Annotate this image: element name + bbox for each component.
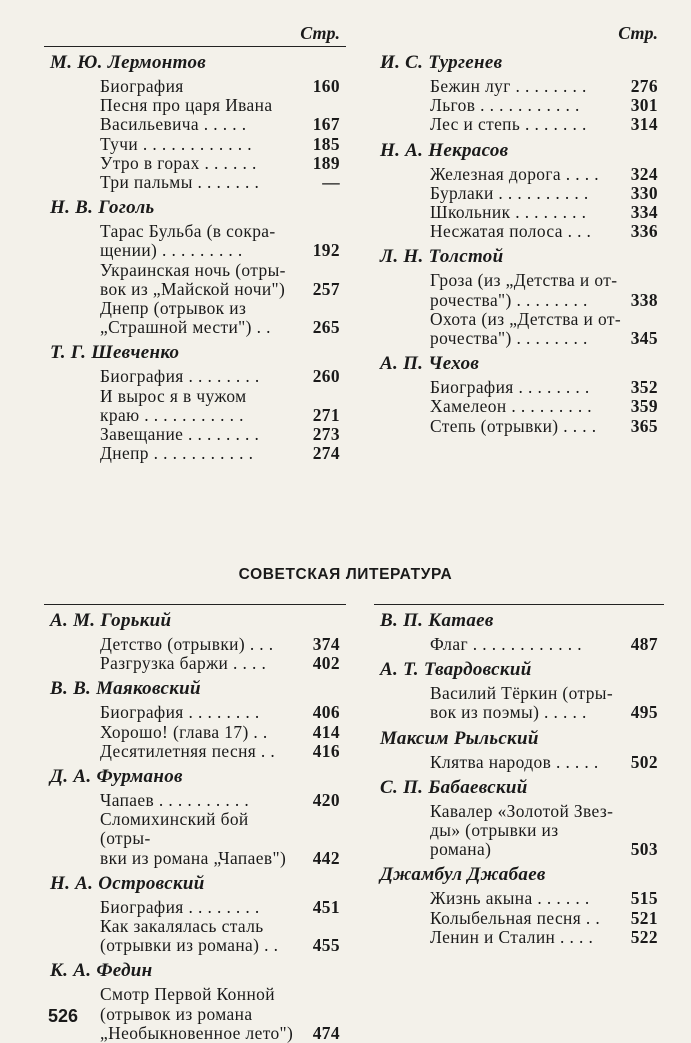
toc-entry	[430, 115, 658, 134]
work-title: Биография . . . . . . . .	[100, 366, 260, 387]
author-name: И. С. Тургенев	[380, 52, 503, 73]
work-page-number: 274	[312, 443, 340, 464]
work-page-number: 276	[630, 76, 658, 96]
work-title: Днепр . . . . . . . . . . .	[100, 443, 254, 464]
toc-entry	[100, 154, 340, 173]
toc-entry	[100, 173, 340, 192]
author-group	[50, 765, 340, 868]
work-page-number: 167	[312, 114, 340, 135]
work-page-number: 402	[312, 653, 340, 674]
toc-entry	[430, 417, 658, 436]
works-list	[380, 753, 658, 772]
toc-entry	[100, 425, 340, 444]
author-group	[50, 609, 340, 673]
work-title: Жизнь акына . . . . . .	[430, 888, 590, 909]
work-title: Клятва народов . . . . .	[430, 751, 599, 772]
work-title: Детство (отрывки) . . .	[100, 634, 274, 654]
work-title: Днепр (отрывок из „Страшной мести") . .	[100, 298, 271, 338]
toc-entry	[430, 77, 658, 96]
works-list	[50, 367, 340, 463]
toc-entry	[100, 299, 340, 337]
work-title: Биография . . . . . . . .	[100, 896, 260, 917]
toc-entry	[100, 635, 340, 654]
work-page-number: 442	[312, 847, 340, 868]
toc-entry	[100, 898, 340, 917]
works-list	[50, 77, 340, 192]
author-group	[380, 863, 658, 947]
work-page-number: 515	[630, 888, 658, 909]
work-title: Три пальмы . . . . . . .	[100, 172, 260, 193]
toc-entry	[430, 889, 658, 908]
author-name: В. В. Маяковский	[50, 678, 201, 700]
toc-entry	[100, 222, 340, 260]
author-name: Д. А. Фурманов	[50, 766, 183, 788]
toc-entry	[100, 985, 340, 1043]
work-title: Бурлаки . . . . . . . . . .	[430, 182, 589, 203]
toc-entry	[430, 397, 658, 416]
author-name: Максим Рыльский	[380, 727, 539, 749]
author-name: Н. А. Некрасов	[380, 139, 509, 161]
work-page-number: 265	[312, 317, 340, 338]
work-page-number: 260	[312, 366, 340, 387]
author-group	[380, 727, 658, 772]
soviet-right-column	[380, 604, 658, 947]
work-title: Биография . . . . . . . .	[100, 702, 260, 723]
work-title: Биография . . . . . . . .	[430, 377, 590, 398]
works-list	[380, 802, 658, 860]
toc-entry	[430, 165, 658, 184]
work-title: Бежин луг . . . . . . . .	[430, 76, 587, 96]
toc-entry	[430, 184, 658, 203]
header-rule	[44, 46, 346, 47]
toc-entry	[100, 723, 340, 742]
work-page-number: 334	[630, 202, 658, 223]
work-page-number: 257	[312, 278, 340, 299]
author-name: А. Т. Твардовский	[380, 659, 532, 681]
work-page-number: 503	[630, 839, 658, 860]
work-page-number: 414	[312, 721, 340, 742]
author-name: С. П. Бабаевский	[380, 776, 528, 798]
works-list	[380, 77, 658, 135]
work-title: Биография	[100, 76, 184, 96]
work-page-number: 495	[630, 702, 658, 723]
work-page-number: 185	[312, 133, 340, 154]
author-group	[380, 609, 658, 654]
author-group	[50, 959, 340, 1043]
author-name: М. Ю. Лермонтов	[50, 52, 207, 73]
page-column-header: Стр.	[300, 23, 340, 43]
work-title: И вырос я в чужом краю . . . . . . . . . . .	[100, 385, 247, 425]
toc-entry	[100, 791, 340, 810]
classic-left-column	[50, 20, 340, 463]
page-column-header: Стр.	[618, 23, 658, 43]
section-rule	[44, 604, 346, 605]
author-name: В. П. Катаев	[380, 610, 494, 631]
work-page-number: 455	[312, 935, 340, 956]
work-page-number: 273	[312, 424, 340, 445]
work-title: Утро в горах . . . . . .	[100, 152, 257, 173]
author-group	[380, 51, 658, 135]
toc-entry	[430, 928, 658, 947]
works-list	[50, 635, 340, 673]
author-name: Джамбул Джабаев	[380, 864, 546, 886]
work-title: Тучи . . . . . . . . . . . .	[100, 133, 253, 154]
work-title: Несжатая полоса . . .	[430, 221, 592, 242]
author-group	[50, 196, 340, 337]
work-title: Льгов . . . . . . . . . . .	[430, 95, 580, 116]
toc-entry	[100, 96, 340, 134]
author-name: Л. Н. Толстой	[380, 246, 504, 268]
work-title: Лес и степь . . . . . . .	[430, 114, 587, 135]
works-list	[50, 985, 340, 1043]
classic-right-column	[380, 20, 658, 436]
toc-entry	[430, 203, 658, 222]
works-list	[380, 635, 658, 654]
work-page-number: 338	[630, 289, 658, 310]
work-page-number: 271	[312, 404, 340, 425]
work-title: Василий Тёркин (отры- вок из поэмы) . . . . .	[430, 683, 614, 723]
toc-entry	[430, 909, 658, 928]
work-title: Десятилетняя песня . .	[100, 740, 276, 761]
work-title: Кавалер «Золотой Звез- ды» (отрывки из романа)	[430, 800, 614, 860]
author-group	[50, 677, 340, 761]
work-title: Гроза (из „Детства и от- рочества") . . . . . . . .	[430, 270, 618, 310]
toc-entry	[100, 135, 340, 154]
works-list	[380, 889, 658, 947]
work-page-number: 406	[312, 702, 340, 723]
author-group	[50, 872, 340, 956]
work-title: Хорошо! (глава 17) . .	[100, 721, 268, 742]
work-title: Украинская ночь (отры- вок из „Майской ночи")	[100, 259, 286, 299]
toc-entry	[100, 742, 340, 761]
work-page-number: 345	[630, 328, 658, 349]
work-page-number: 314	[630, 114, 658, 135]
toc-entry	[100, 703, 340, 722]
toc-entry	[100, 654, 340, 673]
toc-entry	[100, 444, 340, 463]
toc-entry	[430, 271, 658, 309]
toc-entry	[430, 96, 658, 115]
author-group	[380, 139, 658, 242]
toc-entry	[430, 378, 658, 397]
author-group	[50, 51, 340, 192]
author-name: А. М. Горький	[50, 610, 172, 631]
toc-entry	[430, 753, 658, 772]
work-page-number: 324	[630, 163, 658, 184]
toc-entry	[100, 77, 340, 96]
work-title: Смотр Первой Конной (отрывок из романа „Необыкновенное лето")	[100, 984, 294, 1043]
work-page-number: 352	[630, 377, 658, 398]
work-title: Чапаев . . . . . . . . . .	[100, 790, 250, 811]
works-list	[380, 165, 658, 242]
page-number: 526	[48, 1006, 79, 1026]
author-name: К. А. Федин	[50, 960, 153, 982]
soviet-left-column	[50, 604, 340, 1043]
work-title: Как закалялась сталь (отрывки из романа) . .	[100, 916, 279, 956]
work-title: Флаг . . . . . . . . . . . .	[430, 634, 582, 654]
work-title: Ленин и Сталин . . . .	[430, 926, 594, 947]
works-list	[50, 898, 340, 956]
toc-entry	[430, 802, 658, 860]
author-group	[380, 352, 658, 436]
work-title: Разгрузка баржи . . . .	[100, 653, 267, 674]
work-title: Сломихинский бой (отры- вки из романа „Чапаев")	[100, 809, 287, 868]
toc-entry	[100, 367, 340, 386]
work-title: Песня про царя Ивана Васильевича . . . . .	[100, 95, 273, 135]
toc-entry	[430, 684, 658, 722]
work-title: Завещание . . . . . . . .	[100, 424, 260, 445]
work-page-number: 502	[630, 751, 658, 772]
section-rule	[374, 604, 664, 605]
work-page-number: 522	[630, 926, 658, 947]
work-page-number: 301	[630, 95, 658, 116]
works-list	[50, 791, 340, 868]
author-group	[380, 776, 658, 860]
work-page-number: 359	[630, 396, 658, 417]
toc-entry	[430, 310, 658, 348]
work-page-number: 487	[630, 634, 658, 654]
work-title: Колыбельная песня . .	[430, 907, 601, 928]
author-name: Т. Г. Шевченко	[50, 342, 180, 364]
toc-entry	[430, 635, 658, 654]
work-title: Хамелеон . . . . . . . . .	[430, 396, 593, 417]
work-page-number: 160	[312, 76, 340, 96]
author-group	[380, 245, 658, 348]
work-page-number: 192	[312, 240, 340, 261]
works-list	[380, 378, 658, 436]
work-page-number: 189	[312, 152, 340, 173]
work-page-number: 336	[630, 221, 658, 242]
work-page-number: 374	[312, 634, 340, 654]
toc-entry	[100, 387, 340, 425]
work-title: Школьник . . . . . . . .	[430, 202, 587, 223]
toc-entry	[100, 810, 340, 868]
author-name: А. П. Чехов	[380, 353, 480, 375]
work-title: Железная дорога . . . .	[430, 163, 600, 184]
author-name: Н. А. Островский	[50, 872, 205, 894]
work-page-number: 474	[312, 1022, 340, 1043]
toc-entry	[100, 917, 340, 955]
work-page-number: —	[322, 172, 340, 193]
works-list	[50, 222, 340, 337]
toc-entry	[430, 222, 658, 241]
works-list	[380, 271, 658, 348]
toc-entry	[100, 261, 340, 299]
work-page-number: 451	[312, 896, 340, 917]
works-list	[380, 684, 658, 722]
works-list	[50, 703, 340, 761]
author-name: Н. В. Гоголь	[50, 197, 155, 219]
author-group	[50, 341, 340, 463]
section-title: СОВЕТСКАЯ ЛИТЕРАТУРА	[238, 566, 453, 583]
work-title: Степь (отрывки) . . . .	[430, 415, 597, 436]
work-page-number: 420	[312, 790, 340, 811]
work-page-number: 365	[630, 415, 658, 436]
work-title: Охота (из „Детства и от- рочества") . . . . . . . .	[430, 308, 622, 349]
author-group	[380, 658, 658, 722]
work-page-number: 330	[630, 182, 658, 203]
work-page-number: 521	[630, 907, 658, 928]
work-page-number: 416	[312, 740, 340, 761]
work-title: Тарас Бульба (в сокра- щении) . . . . . . . . .	[100, 221, 276, 261]
